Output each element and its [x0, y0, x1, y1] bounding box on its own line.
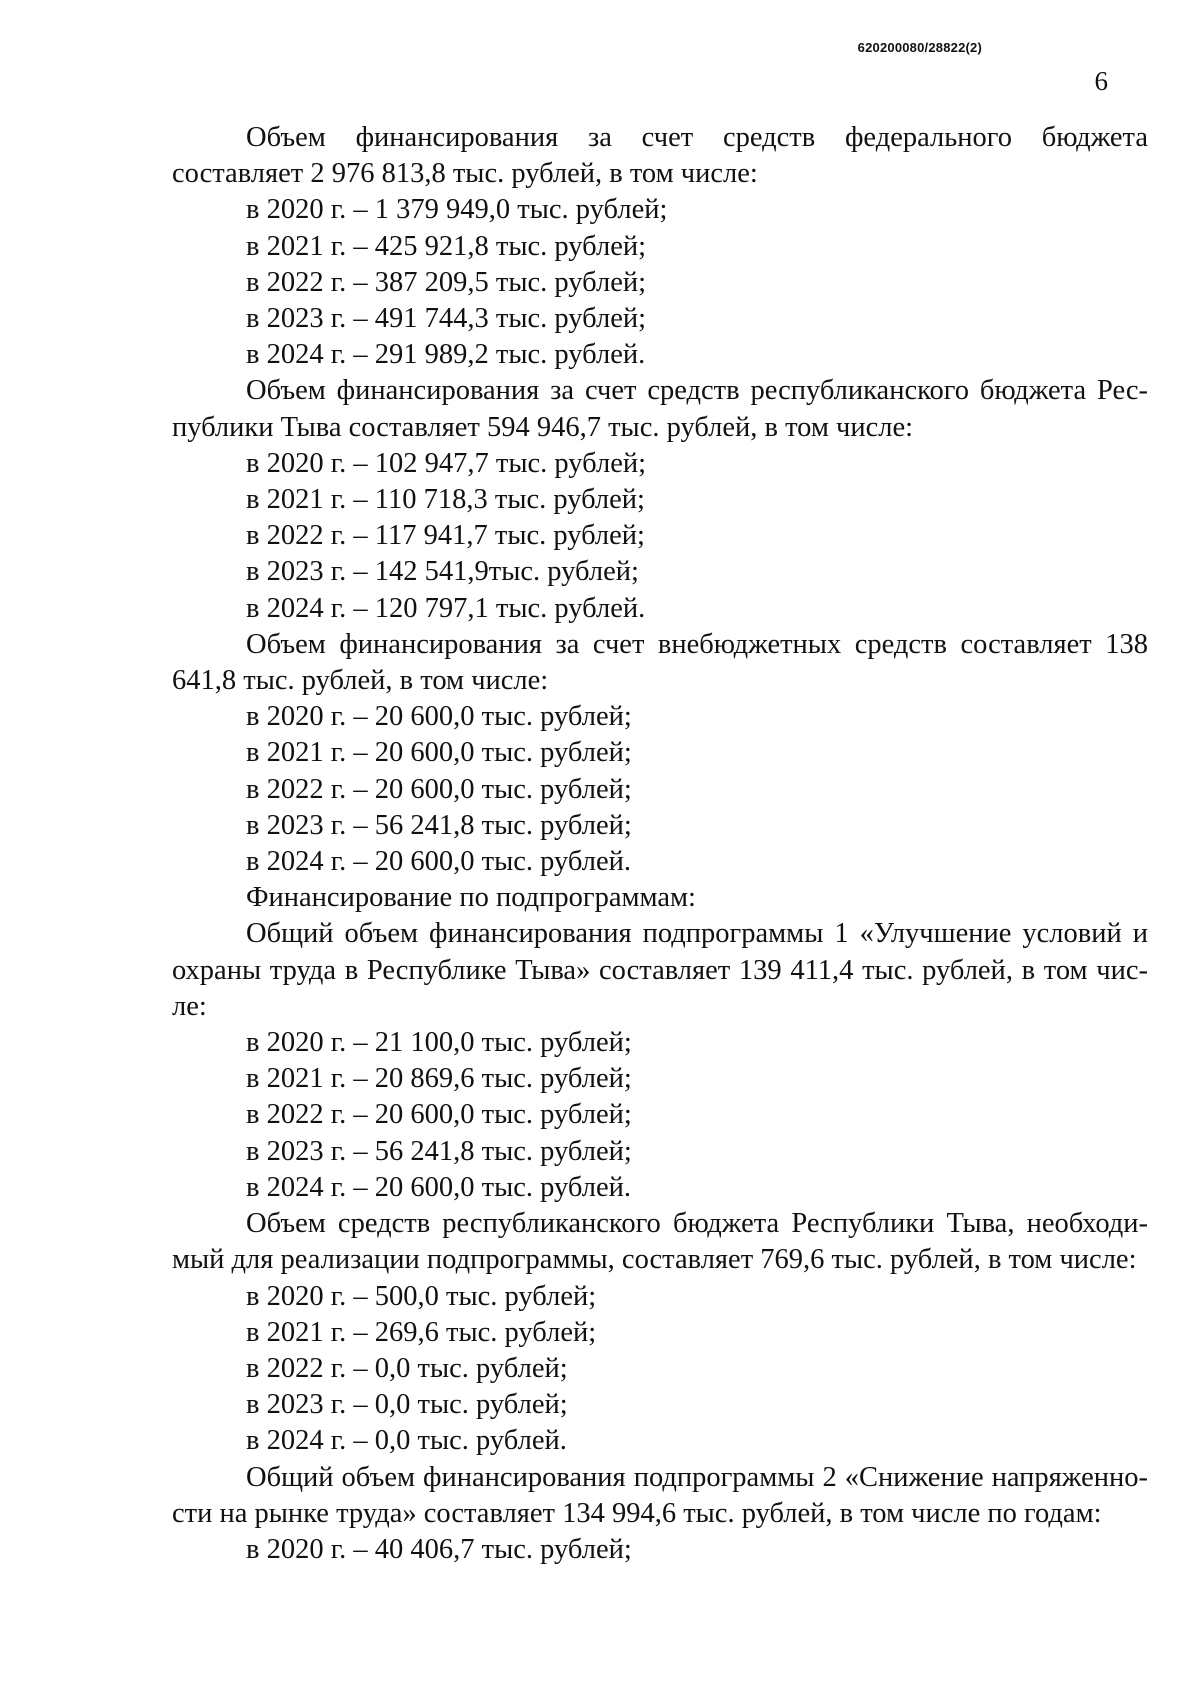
list-item: Финансирование по подпрограммам: — [246, 882, 696, 914]
paragraph: Объем финансирования за счет внебюджетных средств составляет 138 641,8 тыс. рублей, в том числе: — [172, 628, 1148, 697]
paragraph: Объем финансирования за счет средств федерального бюджета составляет 2 976 813,8 тыс. рублей, в том числе: — [172, 122, 1148, 190]
list-item: в 2020 г. – 1 379 949,0 тыс. рублей; — [246, 194, 668, 226]
list-item: в 2022 г. – 117 941,7 тыс. рублей; — [246, 520, 645, 552]
list-item: в 2020 г. – 40 406,7 тыс. рублей; — [246, 1533, 632, 1565]
list-item: в 2023 г. – 56 241,8 тыс. рублей; — [246, 809, 632, 841]
list-item: в 2022 г. – 20 600,0 тыс. рублей; — [246, 1099, 632, 1131]
list-item: в 2024 г. – 20 600,0 тыс. рублей. — [246, 1171, 631, 1203]
paragraph: Общий объем финансирования подпрограммы 2 «Снижение напряженности на рынке труда» составляет 134 994,6 тыс. рублей, в том числе по годам: — [172, 1461, 1148, 1529]
paragraph: Общий объем финансирования подпрограммы 1 «Улучшение условий и охраны труда в Республике Тыва» составляет 139 411,4 тыс. рублей, в том числе: — [172, 918, 1148, 1022]
paragraph: Объем средств республиканского бюджета Республики Тыва, необходимый для реализации подпрограммы, составляет 769,6 тыс. рублей, в том числе: — [172, 1208, 1148, 1276]
list-item: в 2023 г. – 56 241,8 тыс. рублей; — [246, 1135, 632, 1167]
list-item: в 2020 г. – 20 600,0 тыс. рублей; — [246, 701, 632, 733]
document-registration-code: 620200080/28822(2) — [857, 40, 982, 55]
list-item: в 2022 г. – 20 600,0 тыс. рублей; — [246, 773, 632, 805]
list-item: в 2021 г. – 425 921,8 тыс. рублей; — [246, 230, 647, 262]
list-item: в 2020 г. – 21 100,0 тыс. рублей; — [246, 1027, 632, 1059]
list-item: в 2024 г. – 0,0 тыс. рублей. — [246, 1425, 567, 1457]
list-item: в 2024 г. – 291 989,2 тыс. рублей. — [246, 339, 646, 371]
list-item: в 2021 г. – 269,6 тыс. рублей; — [246, 1316, 597, 1348]
page-number: 6 — [1094, 66, 1108, 96]
list-item: в 2023 г. – 491 744,3 тыс. рублей; — [246, 303, 647, 335]
list-item: в 2024 г. – 120 797,1 тыс. рублей. — [246, 592, 646, 624]
list-item: в 2022 г. – 0,0 тыс. рублей; — [246, 1352, 568, 1384]
list-item: в 2022 г. – 387 209,5 тыс. рублей; — [246, 266, 647, 298]
document-body — [172, 120, 1148, 1568]
list-item: в 2021 г. – 20 600,0 тыс. рублей; — [246, 737, 632, 769]
list-item: в 2021 г. – 20 869,6 тыс. рублей; — [246, 1063, 632, 1095]
list-item: в 2021 г. – 110 718,3 тыс. рублей; — [246, 484, 645, 516]
paragraph: Объем финансирования за счет средств республиканского бюджета Республики Тыва составляет 594 946,7 тыс. рублей, в том числе: — [172, 375, 1148, 443]
list-item: в 2023 г. – 142 541,9тыс. рублей; — [246, 556, 639, 588]
list-item: в 2023 г. – 0,0 тыс. рублей; — [246, 1389, 568, 1421]
list-item: в 2020 г. – 102 947,7 тыс. рублей; — [246, 447, 647, 479]
list-item: в 2024 г. – 20 600,0 тыс. рублей. — [246, 846, 631, 878]
list-item: в 2020 г. – 500,0 тыс. рублей; — [246, 1280, 597, 1312]
